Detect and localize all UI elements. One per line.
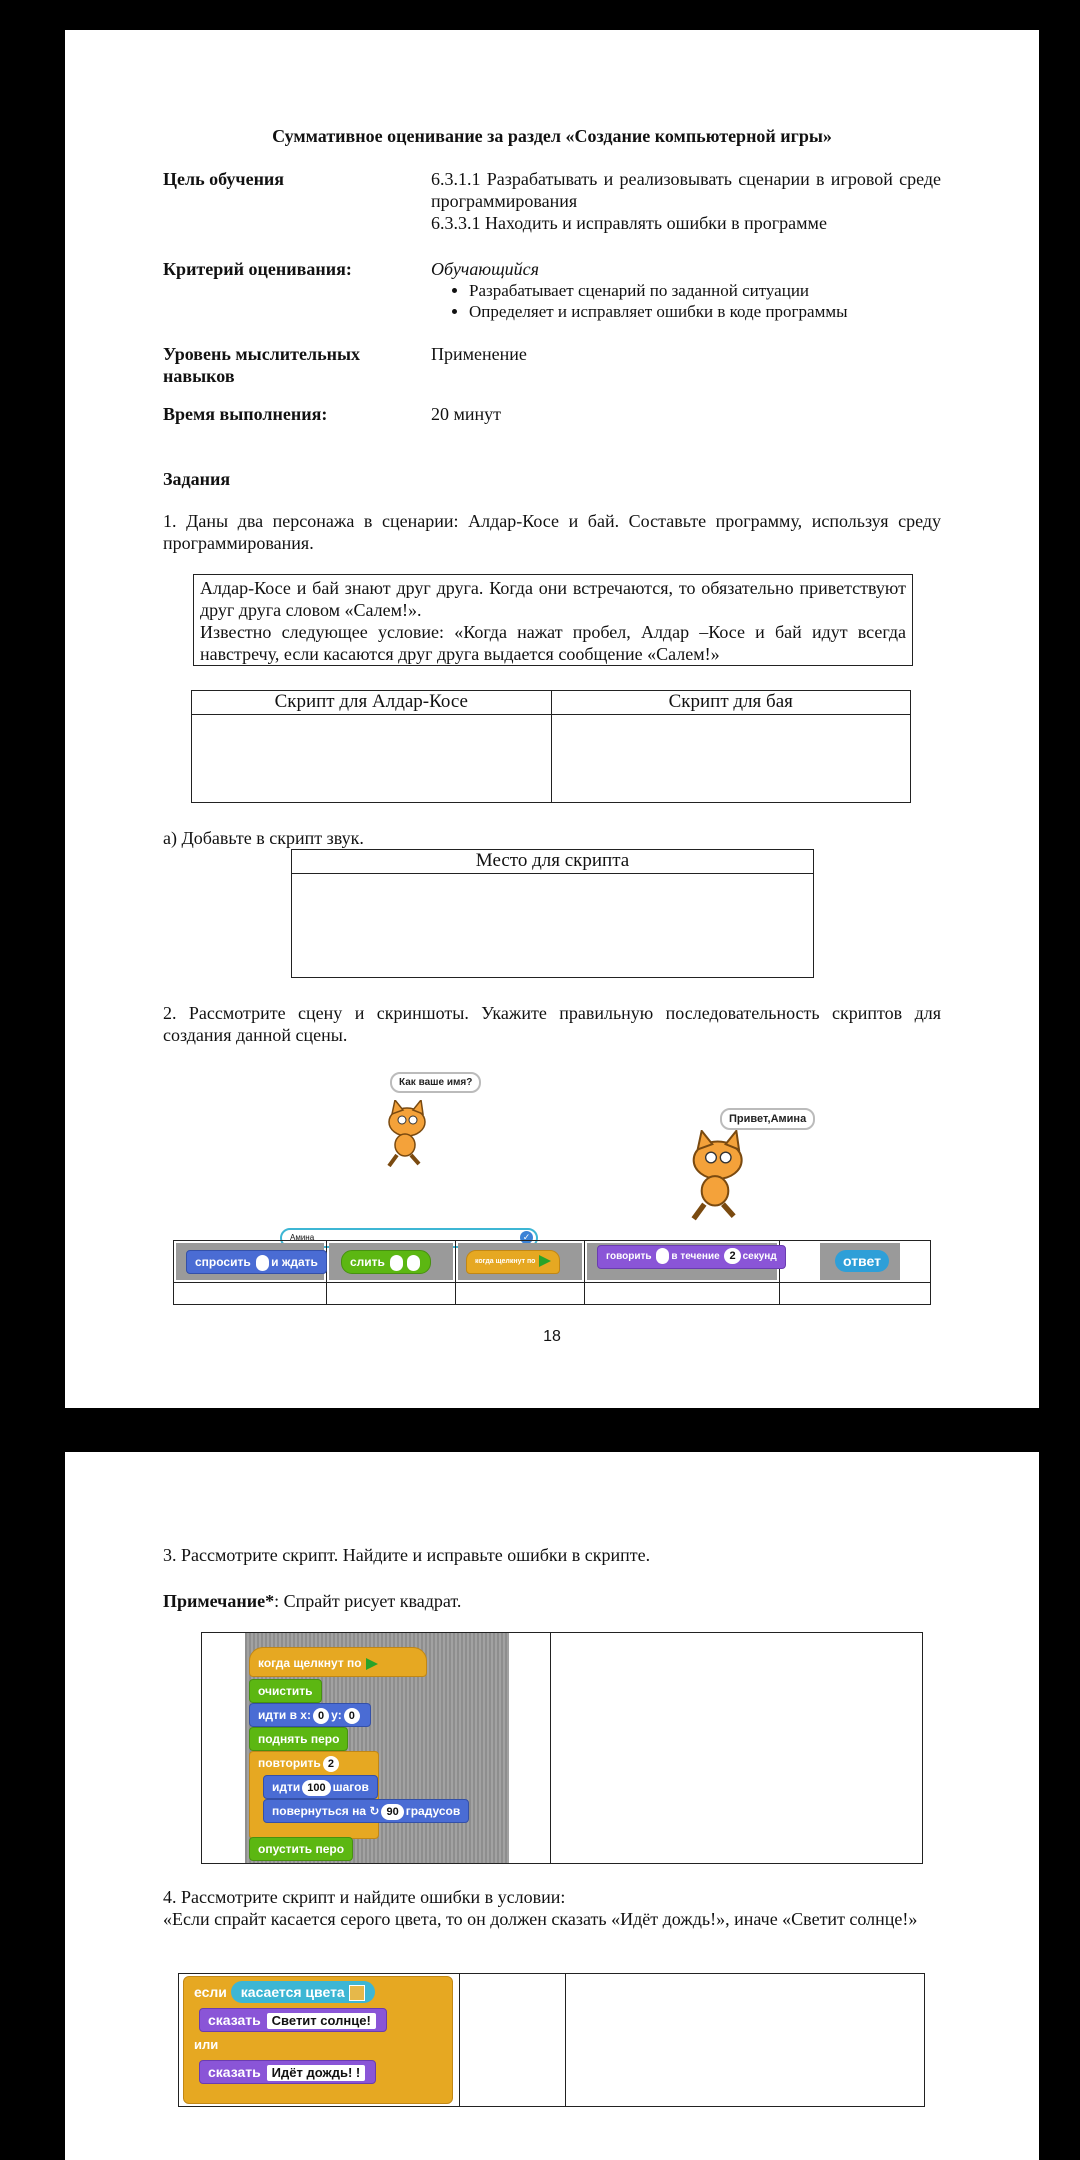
say-block-1[interactable]: сказать Светит солнце! [199,2008,387,2032]
task-4-line-1: 4. Рассмотрите скрипт и найдите ошибки в условии: [163,1887,566,1907]
block-cell [585,1241,780,1283]
join-block[interactable]: слить [341,1250,431,1274]
criteria-item: • Разрабатывает сценарий по заданной ситуации [469,280,989,301]
block-cell [780,1241,931,1283]
criteria-item: • Определяет и исправляет ошибки в коде программы [469,301,989,322]
time-value: 20 минут [431,404,502,424]
tasks-heading: Задания [163,469,231,489]
pen-down-block[interactable]: опустить перо [249,1837,353,1861]
task-2: 2. Рассмотрите сцену и скриншоты. Укажите правильную последовательность скриптов для создания данной сцены. [163,1003,941,1045]
answer-input-text: Амина [290,1233,315,1242]
else-label: или [194,2037,219,2052]
answer-cell [585,1283,780,1305]
script-place-cell [292,874,814,978]
color-swatch[interactable] [349,1985,365,2001]
ask-block[interactable]: спросить и ждать [186,1250,327,1274]
document-page-1 [65,30,1039,1408]
block-cell [327,1241,456,1283]
task-1: 1. Даны два персонажа в сценарии: Алдар-Косе и бай. Составьте программу, используя среду программирования. [163,511,941,553]
answer-cell [456,1283,585,1305]
script-3-image [245,1633,509,1863]
script-col-aldar: Скрипт для Алдар-Косе [192,691,552,715]
if-else-block[interactable]: если касается цвета или [183,1976,453,2104]
answer-cell [174,1283,327,1305]
clear-block[interactable]: очистить [249,1679,322,1703]
touching-color-block[interactable]: касается цвета [231,1981,375,2003]
goal-label: Цель обучения [163,169,285,189]
scene-screenshot-1 [280,1060,550,1256]
note-label: Примечание* [163,1591,275,1611]
say-block-2[interactable]: сказать Идёт дождь! ! [199,2060,376,2084]
page-number: 18 [543,1328,561,1345]
note [163,1590,461,1612]
script-4-image [183,1976,455,2104]
answer-cell [327,1283,456,1305]
pen-up-block[interactable]: поднять перо [249,1727,348,1751]
task-3: 3. Рассмотрите скрипт. Найдите и исправьте ошибки в скрипте. [163,1545,651,1565]
cat-sprite-icon [375,1100,435,1170]
criteria-label: Критерий оценивания: [163,259,352,279]
answer-cell [780,1283,931,1305]
page-title: Суммативное оценивание за раздел «Создание компьютерной игры» [272,126,832,146]
when-flag-clicked-block[interactable]: когда щелкнут по [466,1250,560,1274]
speech-bubble: Как ваше имя? [390,1072,481,1093]
turn-block[interactable]: повернуться на ↻ 90 градусов [263,1799,469,1823]
say-for-secs-block[interactable]: говорить в течение 2 секунд [597,1245,786,1269]
move-block[interactable]: идти 100 шагов [263,1775,378,1799]
goal-line-1: 6.3.1.1 Разрабатывать и реализовывать сценарии в игровой среде программирования [431,169,941,211]
when-flag-clicked-block[interactable]: когда щелкнут по [249,1647,427,1677]
document-page-2 [65,1452,1039,2160]
goto-xy-block[interactable]: идти в x: 0 y: 0 [249,1703,371,1727]
script-place-header: Место для скрипта [292,850,814,874]
block-cell [456,1241,585,1283]
scene-screenshot-2 [625,1070,895,1255]
cat-sprite-icon [675,1130,755,1225]
task-1-scenario-box [193,574,913,666]
answer-block[interactable]: ответ [835,1250,889,1272]
rotate-right-icon: ↻ [369,1804,380,1818]
script-col-bai: Скрипт для бая [551,691,911,715]
criteria-intro: Обучающийся [431,259,540,279]
task-1a: а) Добавьте в скрипт звук. [163,828,364,848]
scenario-text-2: Известно следующее условие: «Когда нажат пробел, Алдар –Косе и бай идут всегда навстречу, если касаются друг друга выдается сообщение «Салем!» [200,622,906,664]
level-value: Применение [431,344,527,364]
block-cell [174,1241,327,1283]
time-label: Время выполнения: [163,404,328,424]
script-place-table [291,849,814,978]
script-table [191,690,911,803]
green-flag-icon [539,1255,551,1267]
task-4-table [178,1973,925,2107]
scenario-text-1: Алдар-Косе и бай знают друг друга. Когда они встречаются, то обязательно приветствуют друг друга словом «Салем!». [200,578,906,620]
script-cell-aldar [192,715,552,803]
green-flag-icon [366,1658,378,1670]
goal-line-2: 6.3.3.1 Находить и исправлять ошибки в программе [431,213,827,233]
repeat-block[interactable]: повторить 2 [249,1751,379,1839]
script-cell-bai [551,715,911,803]
note-text: : Спрайт рисует квадрат. [274,1591,462,1611]
speech-bubble: Привет,Амина [720,1108,815,1130]
criteria-list [431,280,989,322]
check-icon[interactable]: ✓ [520,1231,533,1244]
task-3-table [201,1632,923,1864]
level-label: Уровень мыслительных навыков [163,344,361,386]
task-4-line-2: «Если спрайт касается серого цвета, то он должен сказать «Идёт дождь!», иначе «Светит солнце!» [163,1909,918,1929]
blocks-table [173,1240,931,1305]
